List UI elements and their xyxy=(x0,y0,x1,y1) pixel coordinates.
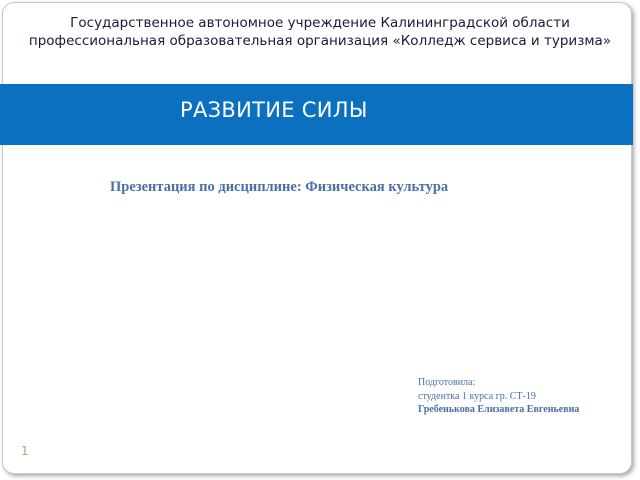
presentation-subtitle: Презентация по дисциплине: Физическая культура xyxy=(110,179,449,195)
student-line: студентка 1 курса гр. СТ-19 xyxy=(418,390,536,402)
institution-header: Государственное автономное учреждение Калининградской области профессиональная образовательная организация «Колледж сервиса и туризма» xyxy=(28,15,612,49)
author-block xyxy=(418,376,579,417)
slide-title: РАЗВИТИЕ СИЛЫ xyxy=(180,98,368,122)
prepared-label: Подготовила: xyxy=(418,377,476,388)
author-name: Гребенькова Елизавета Евгеньевна xyxy=(418,404,580,415)
slide-number: 1 xyxy=(21,444,29,458)
